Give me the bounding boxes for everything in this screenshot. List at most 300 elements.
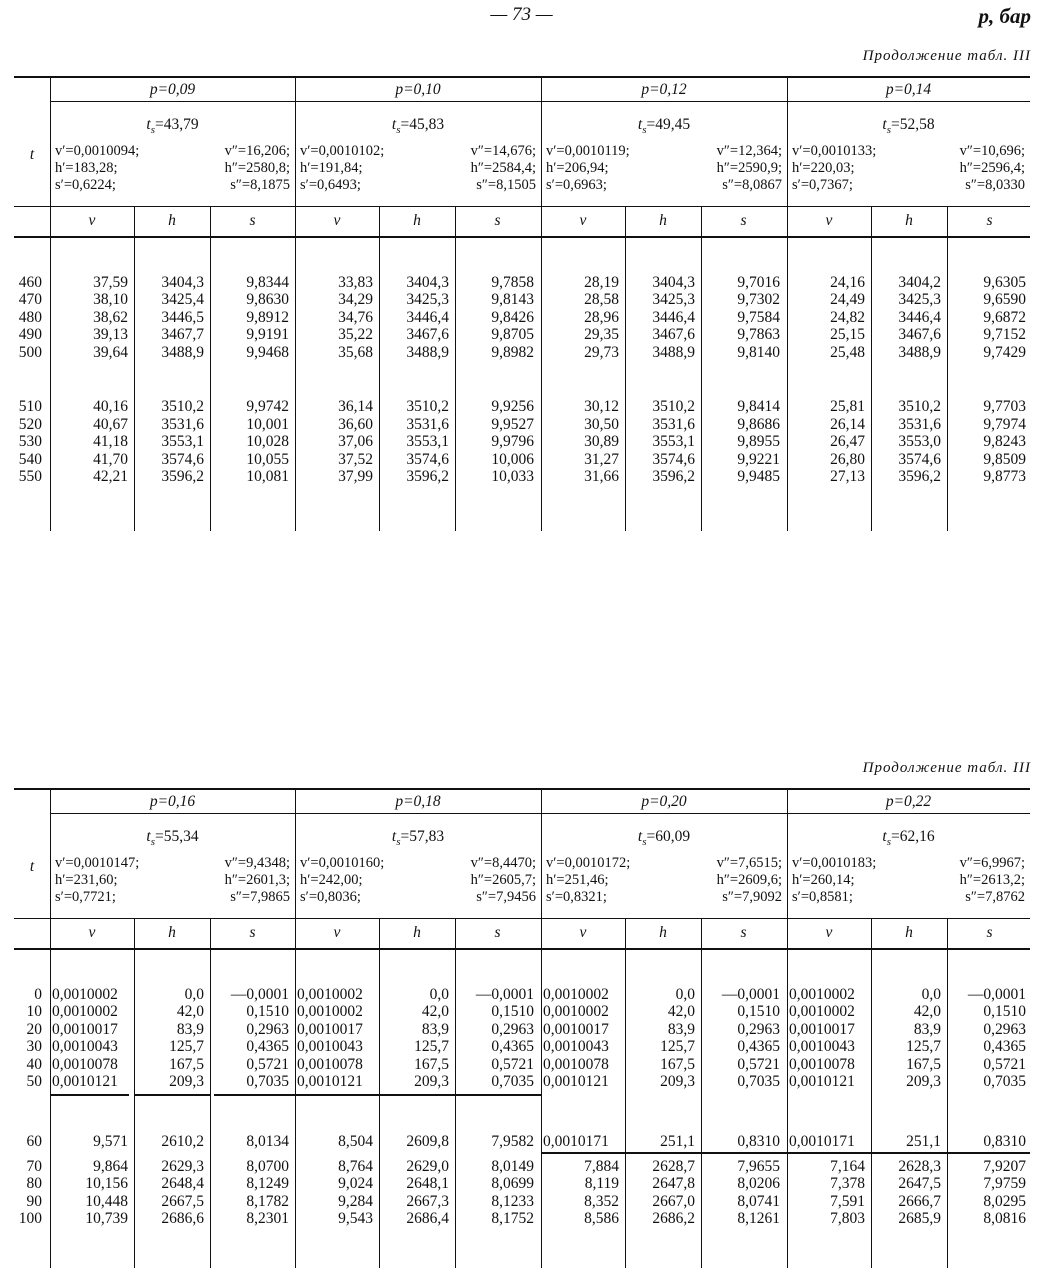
- table-cell: 9,284: [338, 1193, 373, 1210]
- saturation-double-prime-value: v″=7,6515;: [716, 855, 782, 871]
- saturation-double-prime-value: s″=8,0867: [722, 177, 782, 193]
- saturation-double-prime-value: v″=12,364;: [716, 143, 782, 159]
- table-cell: 167,5: [660, 1056, 695, 1073]
- table-cell: 24,16: [830, 274, 865, 291]
- pressure-label: p=0,14: [885, 81, 932, 98]
- table-cell: 42,0: [421, 1003, 449, 1020]
- saturation-double-prime-value: s″=8,0330: [965, 177, 1025, 193]
- table-cell: 9,9485: [737, 468, 780, 485]
- saturation-double-prime-value: h″=2609,6;: [716, 872, 782, 888]
- table-cell: 42,0: [176, 1003, 204, 1020]
- table-cell: 0,0010002: [789, 986, 855, 1003]
- column-label: v: [88, 212, 96, 229]
- table-cell: 7,9759: [983, 1175, 1026, 1192]
- saturation-prime-value: s′=0,8321;: [546, 889, 607, 905]
- table-cell: 0,5721: [491, 1056, 534, 1073]
- saturation-prime-value: v′=0,0010147;: [55, 855, 140, 871]
- table-cell: 0,0010017: [789, 1021, 855, 1038]
- table-cell: 3467,6: [652, 326, 695, 343]
- saturation-prime-value: v′=0,0010094;: [55, 143, 140, 159]
- table-cell: 38,62: [93, 309, 128, 326]
- column-label: h: [905, 212, 913, 229]
- table-cell: 3531,6: [652, 416, 695, 433]
- table-cell: 0,0010171: [789, 1133, 855, 1150]
- table-cell: 0,7035: [491, 1073, 534, 1090]
- table-cell: 0,0010002: [52, 1003, 118, 1020]
- saturation-double-prime-value: s″=7,9865: [230, 889, 290, 905]
- table-cell: 24,49: [830, 291, 865, 308]
- table-cell: 3425,3: [652, 291, 695, 308]
- table-cell: 7,9655: [737, 1158, 780, 1175]
- saturation-double-prime-value: s″=7,8762: [965, 889, 1025, 905]
- table-cell: 3510,2: [406, 398, 449, 415]
- table-cell: 0,0010078: [52, 1056, 118, 1073]
- table-cell: 33,83: [338, 274, 373, 291]
- header-bottom-rule: [14, 948, 1030, 950]
- table-cell: 29,35: [584, 326, 619, 343]
- table-cell: 8,0149: [491, 1158, 534, 1175]
- table-cell: 2647,8: [652, 1175, 695, 1192]
- ts-symbol: t: [391, 828, 397, 845]
- table-cell: 125,7: [169, 1038, 204, 1055]
- table-cell: 35,68: [338, 344, 373, 361]
- table-cell: 10,001: [246, 416, 289, 433]
- table-cell: 10,006: [491, 451, 534, 468]
- table-cell: 37,59: [93, 274, 128, 291]
- table-cell: 83,9: [176, 1021, 204, 1038]
- table-cell: 9,8414: [737, 398, 780, 415]
- table-cell: 9,8630: [246, 291, 289, 308]
- saturation-prime-value: h′=206,94;: [546, 160, 609, 176]
- saturation-prime-value: h′=231,60;: [55, 872, 118, 888]
- table-cell: 167,5: [414, 1056, 449, 1073]
- row-temperature: 480: [18, 309, 42, 326]
- table-cell: 31,27: [584, 451, 619, 468]
- saturation-double-prime-value: h″=2584,4;: [470, 160, 536, 176]
- table-cell: 41,18: [93, 433, 128, 450]
- table-cell: 25,81: [830, 398, 865, 415]
- table-cell: 8,1752: [491, 1210, 534, 1227]
- table-cell: 0,0010017: [297, 1021, 363, 1038]
- table-cell: 0,0010171: [543, 1133, 609, 1150]
- table-cell: 9,8705: [491, 326, 534, 343]
- column-label: s: [740, 212, 747, 229]
- table-cell: 83,9: [913, 1021, 941, 1038]
- table-cell: 39,64: [93, 344, 128, 361]
- table-cell: 3446,4: [652, 309, 695, 326]
- table-cell: 27,13: [830, 468, 865, 485]
- row-temperature: 510: [18, 398, 42, 415]
- saturation-double-prime-value: v″=9,4348;: [224, 855, 290, 871]
- table-cell: 3510,2: [652, 398, 695, 415]
- saturation-boundary-rule: [295, 1094, 541, 1096]
- table-cell: 167,5: [169, 1056, 204, 1073]
- saturation-prime-value: h′=220,03;: [792, 160, 855, 176]
- row-temperature: 60: [26, 1133, 42, 1150]
- ts-value: =62,16: [890, 828, 935, 845]
- saturation-prime-value: v′=0,0010183;: [792, 855, 877, 871]
- saturation-prime-value: h′=191,84;: [300, 160, 363, 176]
- pressure-label: p=0,22: [885, 793, 932, 810]
- table-cell: 0,7035: [246, 1073, 289, 1090]
- table-cell: 0,0010002: [789, 1003, 855, 1020]
- table-cell: 0,0010043: [543, 1038, 609, 1055]
- column-label: h: [905, 924, 913, 941]
- saturation-prime-value: s′=0,6224;: [55, 177, 116, 193]
- table-cell: 2610,2: [161, 1133, 204, 1150]
- saturation-double-prime-value: v″=10,696;: [959, 143, 1025, 159]
- table-cell: —0,0001: [230, 986, 289, 1003]
- table-cell: 8,0741: [737, 1193, 780, 1210]
- table-cell: 34,29: [338, 291, 373, 308]
- table-cell: 3425,3: [898, 291, 941, 308]
- table-cell: 3574,6: [161, 451, 204, 468]
- column-label: s: [494, 924, 501, 941]
- steam-table-2: [14, 788, 1030, 1268]
- table-cell: 3467,6: [406, 326, 449, 343]
- table-cell: 0,5721: [737, 1056, 780, 1073]
- saturation-temperature: [541, 116, 787, 140]
- table-cell: 28,19: [584, 274, 619, 291]
- table-cell: 10,055: [246, 451, 289, 468]
- table-cell: 9,543: [338, 1210, 373, 1227]
- table-cell: 42,0: [667, 1003, 695, 1020]
- table-cell: 3553,1: [406, 433, 449, 450]
- table-cell: 8,504: [338, 1133, 373, 1150]
- saturation-double-prime-value: s″=8,1875: [230, 177, 290, 193]
- steam-table-1: [14, 76, 1030, 531]
- table-cell: 0,0010017: [52, 1021, 118, 1038]
- table-cell: 8,352: [584, 1193, 619, 1210]
- ts-value: =57,83: [400, 828, 445, 845]
- table-cell: 9,8344: [246, 274, 289, 291]
- table-cell: 3531,6: [406, 416, 449, 433]
- table-cell: 3425,3: [406, 291, 449, 308]
- column-label: h: [659, 212, 667, 229]
- row-temperature: 50: [26, 1073, 42, 1090]
- table-cell: 10,739: [85, 1210, 128, 1227]
- table-cell: —0,0001: [721, 986, 780, 1003]
- table-cell: 7,378: [830, 1175, 865, 1192]
- table-cell: 3574,6: [652, 451, 695, 468]
- column-label: s: [494, 212, 501, 229]
- table-cell: 251,1: [906, 1133, 941, 1150]
- row-temperature: 70: [26, 1158, 42, 1175]
- table-cell: 25,48: [830, 344, 865, 361]
- table-cell: 0,7035: [737, 1073, 780, 1090]
- ts-value: =60,09: [646, 828, 691, 845]
- table-cell: 9,9742: [246, 398, 289, 415]
- table-cell: 39,13: [93, 326, 128, 343]
- table-caption-2: Продолжение табл. III: [862, 760, 1031, 776]
- table-cell: 36,14: [338, 398, 373, 415]
- table-cell: 31,66: [584, 468, 619, 485]
- table-cell: 209,3: [906, 1073, 941, 1090]
- table-cell: 83,9: [667, 1021, 695, 1038]
- pressure-label: p=0,18: [395, 793, 441, 810]
- table-cell: 0,0010043: [52, 1038, 118, 1055]
- table-cell: 26,47: [830, 433, 865, 450]
- row-temperature: 0: [34, 986, 42, 1003]
- table-cell: 3425,4: [161, 291, 204, 308]
- table-cell: 8,1261: [737, 1210, 780, 1227]
- saturation-double-prime-value: h″=2605,7;: [470, 872, 536, 888]
- table-cell: 3510,2: [898, 398, 941, 415]
- column-label-rule: [14, 206, 1030, 207]
- ts-value: =43,79: [154, 116, 199, 133]
- ts-symbol: t: [391, 116, 397, 133]
- table-cell: 3510,2: [161, 398, 204, 415]
- table-top-rule: [14, 788, 1030, 790]
- saturation-temperature: [295, 116, 541, 140]
- table-cell: 2685,9: [898, 1210, 941, 1227]
- table-cell: 8,1782: [246, 1193, 289, 1210]
- header-bottom-rule: [14, 236, 1030, 238]
- table-cell: 0,1510: [491, 1003, 534, 1020]
- table-cell: 3488,9: [161, 344, 204, 361]
- table-cell: 37,52: [338, 451, 373, 468]
- table-cell: 125,7: [660, 1038, 695, 1055]
- table-cell: 0,8310: [737, 1133, 780, 1150]
- page-number: — 73 —: [490, 4, 553, 25]
- table-cell: 41,70: [93, 451, 128, 468]
- saturation-double-prime-value: v″=16,206;: [224, 143, 290, 159]
- table-cell: 3596,2: [652, 468, 695, 485]
- saturation-double-prime-value: v″=8,4470;: [470, 855, 536, 871]
- table-cell: 9,7863: [737, 326, 780, 343]
- table-cell: 28,58: [584, 291, 619, 308]
- table-cell: 8,0816: [983, 1210, 1026, 1227]
- table-cell: 3596,2: [898, 468, 941, 485]
- ts-symbol: t: [882, 116, 887, 133]
- table-cell: 26,80: [830, 451, 865, 468]
- table-cell: 3446,4: [406, 309, 449, 326]
- table-cell: 0,0010121: [52, 1073, 118, 1090]
- table-cell: 0,4365: [983, 1038, 1026, 1055]
- table-cell: 0,0010121: [297, 1073, 363, 1090]
- table-cell: 9,6305: [983, 274, 1026, 291]
- table-cell: 7,164: [830, 1158, 865, 1175]
- table-cell: 0,4365: [491, 1038, 534, 1055]
- saturation-prime-value: h′=260,14;: [792, 872, 855, 888]
- saturation-prime-value: v′=0,0010102;: [300, 143, 385, 159]
- saturation-boundary-rule: [541, 1152, 787, 1154]
- table-cell: 7,9582: [491, 1133, 534, 1150]
- table-cell: 10,448: [85, 1193, 128, 1210]
- saturation-temperature: [295, 828, 541, 852]
- table-cell: 7,803: [830, 1210, 865, 1227]
- table-cell: 3404,3: [161, 274, 204, 291]
- table-cell: 40,16: [93, 398, 128, 415]
- table-cell: 0,1510: [983, 1003, 1026, 1020]
- table-cell: 24,82: [830, 309, 865, 326]
- saturation-boundary-rule: [787, 1152, 1030, 1154]
- table-cell: 0,1510: [737, 1003, 780, 1020]
- table-cell: 3553,1: [161, 433, 204, 450]
- table-cell: 9,9221: [737, 451, 780, 468]
- table-cell: 9,6872: [983, 309, 1026, 326]
- row-temperature: 490: [18, 326, 42, 343]
- saturation-double-prime-value: h″=2596,4;: [959, 160, 1025, 176]
- table-cell: 9,8143: [491, 291, 534, 308]
- table-cell: 0,0010043: [297, 1038, 363, 1055]
- table-cell: 3596,2: [406, 468, 449, 485]
- table-cell: 3488,9: [652, 344, 695, 361]
- table-cell: 2686,4: [406, 1210, 449, 1227]
- row-header-t: t: [29, 858, 35, 875]
- table-cell: 3596,2: [161, 468, 204, 485]
- saturation-prime-value: v′=0,0010172;: [546, 855, 631, 871]
- pressure-rule: [50, 813, 1030, 814]
- pressure-label: p=0,09: [149, 81, 196, 98]
- column-label: s: [740, 924, 747, 941]
- ts-subscript: s: [150, 124, 155, 137]
- table-cell: 0,0010017: [543, 1021, 609, 1038]
- saturation-prime-value: v′=0,0010133;: [792, 143, 877, 159]
- column-label: s: [986, 212, 993, 229]
- table-cell: 9,8509: [983, 451, 1026, 468]
- table-cell: 2628,3: [898, 1158, 941, 1175]
- table-cell: 3553,1: [652, 433, 695, 450]
- row-temperature: 90: [26, 1193, 42, 1210]
- saturation-prime-value: s′=0,7721;: [55, 889, 116, 905]
- table-cell: 10,033: [491, 468, 534, 485]
- table-cell: —0,0001: [967, 986, 1026, 1003]
- table-cell: 8,1249: [246, 1175, 289, 1192]
- table-cell: 36,60: [338, 416, 373, 433]
- table-cell: 0,2963: [246, 1021, 289, 1038]
- table-cell: 9,7703: [983, 398, 1026, 415]
- table-cell: 209,3: [660, 1073, 695, 1090]
- table-cell: 28,96: [584, 309, 619, 326]
- table-cell: 2647,5: [898, 1175, 941, 1192]
- table-cell: 83,9: [421, 1021, 449, 1038]
- pressure-label: p=0,12: [641, 81, 687, 98]
- ts-subscript: s: [150, 836, 155, 849]
- saturation-double-prime-value: v″=14,676;: [470, 143, 536, 159]
- table-cell: 8,0700: [246, 1158, 289, 1175]
- table-cell: 9,7302: [737, 291, 780, 308]
- table-cell: 35,22: [338, 326, 373, 343]
- table-cell: 10,156: [85, 1175, 128, 1192]
- saturation-double-prime-value: h″=2590,9;: [716, 160, 782, 176]
- table-cell: 0,7035: [983, 1073, 1026, 1090]
- table-cell: 25,15: [830, 326, 865, 343]
- table-cell: 2667,3: [406, 1193, 449, 1210]
- saturation-prime-value: s′=0,8581;: [792, 889, 853, 905]
- table-cell: 0,4365: [246, 1038, 289, 1055]
- ts-symbol: t: [637, 116, 643, 133]
- table-cell: 9,9191: [246, 326, 289, 343]
- table-cell: 0,0010002: [543, 1003, 609, 1020]
- table-cell: 29,73: [584, 344, 619, 361]
- column-label: v: [333, 212, 341, 229]
- row-temperature: 500: [18, 344, 42, 361]
- ts-symbol: t: [146, 116, 151, 133]
- table-cell: 3404,3: [406, 274, 449, 291]
- column-label: s: [249, 212, 256, 229]
- table-cell: 2667,5: [161, 1193, 204, 1210]
- saturation-double-prime-value: h″=2601,3;: [224, 872, 290, 888]
- table-cell: 3467,6: [898, 326, 941, 343]
- row-temperature: 460: [18, 274, 42, 291]
- table-cell: 2648,4: [161, 1175, 204, 1192]
- table-cell: 209,3: [414, 1073, 449, 1090]
- table-cell: 9,8773: [983, 468, 1026, 485]
- table-cell: 40,67: [93, 416, 128, 433]
- table-cell: 3574,6: [898, 451, 941, 468]
- table-cell: 3404,3: [652, 274, 695, 291]
- row-temperature: 100: [18, 1210, 42, 1227]
- saturation-temperature: [787, 116, 1030, 140]
- pressure-label: p=0,20: [641, 793, 687, 810]
- table-cell: 0,2963: [491, 1021, 534, 1038]
- table-cell: 2667,0: [652, 1193, 695, 1210]
- column-label: v: [579, 924, 587, 941]
- table-cell: 8,586: [584, 1210, 619, 1227]
- table-cell: 0,2963: [983, 1021, 1026, 1038]
- column-label: h: [413, 924, 421, 941]
- ts-subscript: s: [396, 124, 401, 137]
- table-cell: 0,0010043: [789, 1038, 855, 1055]
- saturation-prime-value: s′=0,6493;: [300, 177, 361, 193]
- table-cell: 0,0010121: [789, 1073, 855, 1090]
- column-label: v: [579, 212, 587, 229]
- saturation-prime-value: h′=251,46;: [546, 872, 609, 888]
- table-cell: 2629,0: [406, 1158, 449, 1175]
- ts-symbol: t: [146, 828, 151, 845]
- table-cell: 9,024: [338, 1175, 373, 1192]
- table-cell: 125,7: [414, 1038, 449, 1055]
- ts-subscript: s: [886, 124, 891, 137]
- pressure-label: p=0,10: [395, 81, 441, 98]
- table-cell: 9,6590: [983, 291, 1026, 308]
- table-cell: 9,7974: [983, 416, 1026, 433]
- table-cell: 0,8310: [983, 1133, 1026, 1150]
- table-cell: 9,8426: [491, 309, 534, 326]
- row-temperature: 530: [18, 433, 42, 450]
- table-cell: 3404,2: [898, 274, 941, 291]
- row-temperature: 550: [18, 468, 42, 485]
- saturation-prime-value: s′=0,6963;: [546, 177, 607, 193]
- table-cell: 8,1233: [491, 1193, 534, 1210]
- table-cell: 9,7584: [737, 309, 780, 326]
- table-cell: 8,0206: [737, 1175, 780, 1192]
- table-cell: 209,3: [169, 1073, 204, 1090]
- table-cell: 125,7: [906, 1038, 941, 1055]
- table-cell: 0,0010121: [543, 1073, 609, 1090]
- saturation-temperature: [787, 828, 1030, 852]
- table-cell: 9,7152: [983, 326, 1026, 343]
- row-temperature: 20: [26, 1021, 42, 1038]
- ts-value: =49,45: [646, 116, 691, 133]
- column-label: s: [986, 924, 993, 941]
- table-cell: 0,0: [675, 986, 695, 1003]
- saturation-double-prime-value: s″=7,9456: [476, 889, 536, 905]
- table-cell: 9,571: [93, 1133, 128, 1150]
- column-label: v: [88, 924, 96, 941]
- table-cell: 0,0: [429, 986, 449, 1003]
- table-cell: 9,7016: [737, 274, 780, 291]
- table-cell: 3488,9: [898, 344, 941, 361]
- table-cell: 0,0: [921, 986, 941, 1003]
- table-cell: 9,9796: [491, 433, 534, 450]
- table-cell: 42,21: [93, 468, 128, 485]
- table-cell: 9,8686: [737, 416, 780, 433]
- table-cell: 0,0010078: [297, 1056, 363, 1073]
- table-cell: 0,0010002: [52, 986, 118, 1003]
- saturation-boundary-rule: [134, 1094, 210, 1096]
